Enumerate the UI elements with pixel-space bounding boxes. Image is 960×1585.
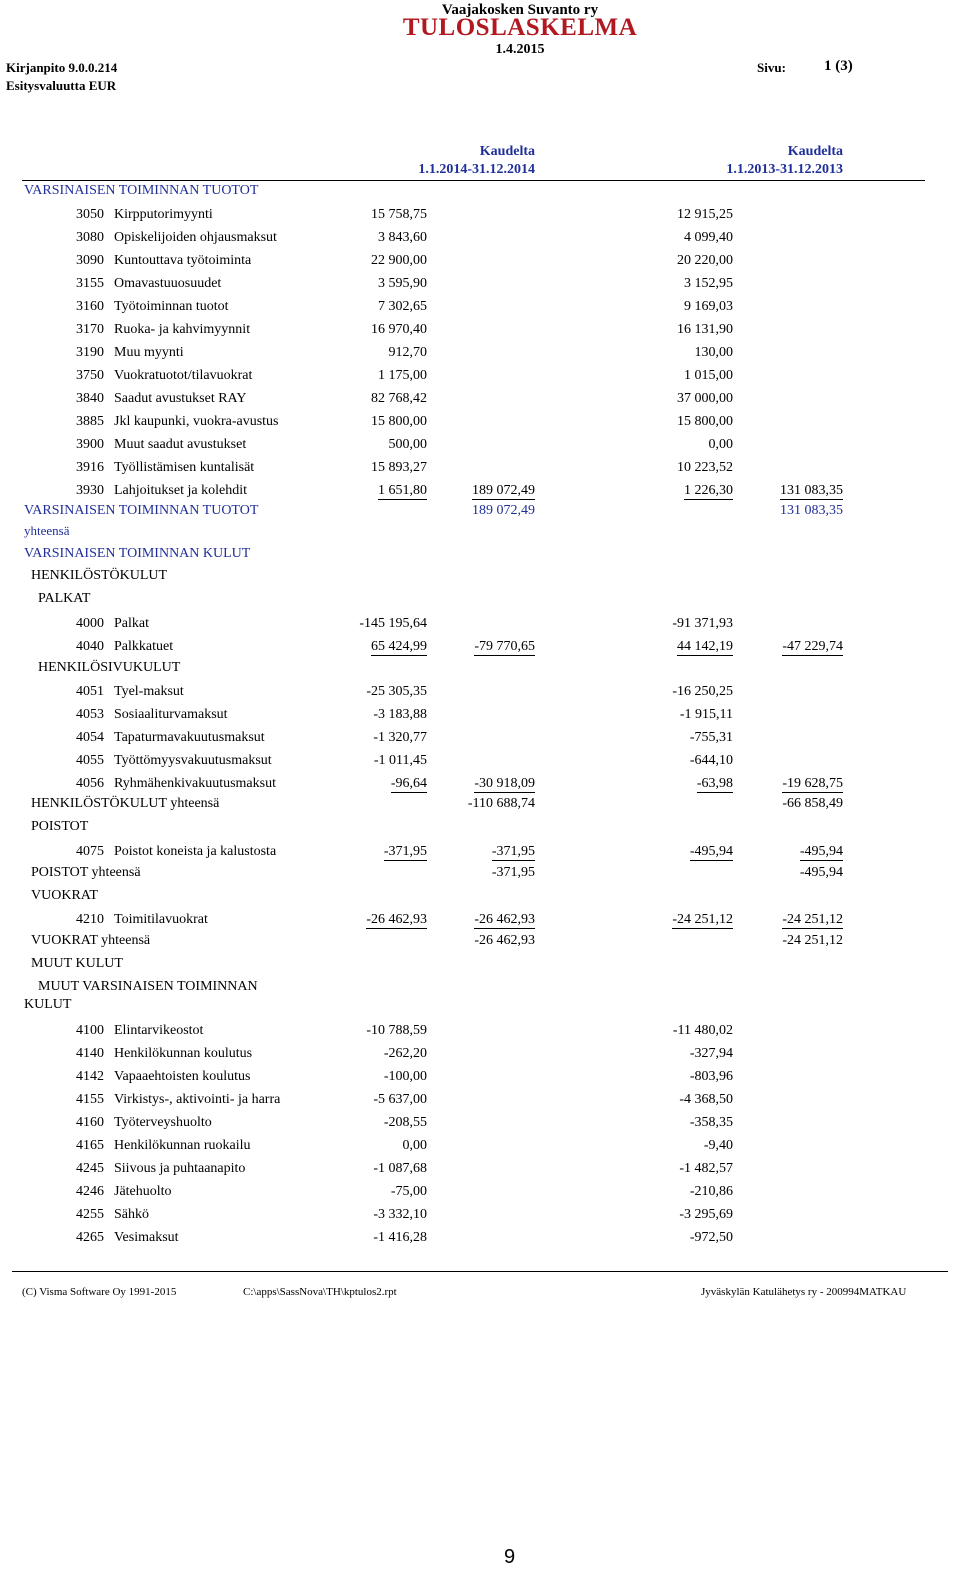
expense-heading: VARSINAISEN TOIMINNAN KULUT xyxy=(24,546,251,561)
previous-amount: 1 226,30 xyxy=(684,483,733,498)
current-amount: -1 416,28 xyxy=(373,1230,427,1245)
col-current-label: Kaudelta xyxy=(479,144,535,159)
page-label: Sivu: xyxy=(757,60,786,75)
previous-amount: 1 015,00 xyxy=(684,368,733,383)
current-amount: -262,20 xyxy=(383,1046,427,1061)
table-row xyxy=(0,704,960,726)
side-costs-heading: HENKILÖSIVUKULUT xyxy=(38,660,181,675)
table-row xyxy=(0,1204,960,1226)
account-code: 3160 xyxy=(76,299,104,314)
account-code: 3885 xyxy=(76,414,104,429)
current-amount: 1 651,80 xyxy=(378,483,427,498)
current-amount: -10 788,59 xyxy=(366,1023,427,1038)
col-current-period: 1.1.2014-31.12.2014 xyxy=(418,162,535,177)
current-amount: 3 595,90 xyxy=(378,276,427,291)
current-amount: 0,00 xyxy=(402,1138,427,1153)
current-amount: -1 011,45 xyxy=(373,753,427,768)
current-amount: 15 893,27 xyxy=(371,460,427,475)
account-name: Siivous ja puhtaanapito xyxy=(114,1161,246,1176)
account-code: 4245 xyxy=(76,1161,104,1176)
table-row xyxy=(0,411,960,433)
table-row xyxy=(0,1089,960,1111)
previous-subtotal: -19 628,75 xyxy=(782,776,843,791)
account-name: Poistot koneista ja kalustosta xyxy=(114,844,277,859)
income-total-label: VARSINAISEN TOIMINNAN TUOTOT xyxy=(24,503,259,518)
page-number: 9 xyxy=(504,1546,516,1568)
previous-amount: -3 295,69 xyxy=(679,1207,733,1222)
current-amount: 7 302,65 xyxy=(378,299,427,314)
income-heading: VARSINAISEN TOIMINNAN TUOTOT xyxy=(24,183,259,198)
table-row xyxy=(0,388,960,410)
current-amount: 1 175,00 xyxy=(378,368,427,383)
table-row xyxy=(0,1020,960,1042)
table-row xyxy=(0,457,960,479)
current-amount: 65 424,99 xyxy=(371,639,427,654)
account-name: Jkl kaupunki, vuokra-avustus xyxy=(114,414,279,429)
previous-amount: 130,00 xyxy=(694,345,733,360)
account-code: 4142 xyxy=(76,1069,104,1084)
current-amount: -145 195,64 xyxy=(359,616,427,631)
current-subtotal: -79 770,65 xyxy=(474,639,535,654)
report-title: TULOSLASKELMA xyxy=(402,14,638,41)
previous-amount: 9 169,03 xyxy=(684,299,733,314)
previous-amount: -4 368,50 xyxy=(679,1092,733,1107)
account-code: 4165 xyxy=(76,1138,104,1153)
account-code: 4054 xyxy=(76,730,104,745)
table-row xyxy=(0,250,960,272)
account-code: 3170 xyxy=(76,322,104,337)
table-row xyxy=(0,1158,960,1180)
account-code: 4255 xyxy=(76,1207,104,1222)
previous-amount: -24 251,12 xyxy=(672,912,733,927)
previous-amount: -63,98 xyxy=(696,776,733,791)
current-amount: -96,64 xyxy=(390,776,427,791)
page-value: 1 (3) xyxy=(824,58,853,74)
account-code: 4100 xyxy=(76,1023,104,1038)
account-code: 4246 xyxy=(76,1184,104,1199)
account-code: 4000 xyxy=(76,616,104,631)
account-name: Muu myynti xyxy=(114,345,184,360)
table-row xyxy=(0,681,960,703)
current-amount: 3 843,60 xyxy=(378,230,427,245)
account-name: Kuntouttava työtoiminta xyxy=(114,253,252,268)
table-row xyxy=(0,636,960,658)
rent-total-current: -26 462,93 xyxy=(474,933,535,948)
previous-amount: -1 482,57 xyxy=(679,1161,733,1176)
report-date: 1.4.2015 xyxy=(495,42,545,57)
account-name: Työttömyysvakuutusmaksut xyxy=(114,753,272,768)
col-current-header xyxy=(418,143,535,179)
account-code: 4055 xyxy=(76,753,104,768)
account-name: Työterveyshuolto xyxy=(114,1115,212,1130)
previous-amount: -91 371,93 xyxy=(672,616,733,631)
previous-amount: 37 000,00 xyxy=(677,391,733,406)
previous-subtotal: -24 251,12 xyxy=(782,912,843,927)
table-row xyxy=(0,273,960,295)
header-divider xyxy=(22,180,925,181)
current-amount: -75,00 xyxy=(390,1184,427,1199)
account-name: Toimitilavuokrat xyxy=(114,912,208,927)
current-subtotal: -30 918,09 xyxy=(474,776,535,791)
other-sub-heading-2: KULUT xyxy=(24,997,72,1012)
current-amount: 500,00 xyxy=(388,437,427,452)
table-row xyxy=(0,319,960,341)
account-name: Henkilökunnan ruokailu xyxy=(114,1138,251,1153)
previous-amount: 20 220,00 xyxy=(677,253,733,268)
table-row xyxy=(0,204,960,226)
account-name: Sähkö xyxy=(114,1207,149,1222)
previous-amount: -755,31 xyxy=(689,730,733,745)
account-code: 3930 xyxy=(76,483,104,498)
account-name: Lahjoitukset ja kolehdit xyxy=(114,483,247,498)
account-code: 3050 xyxy=(76,207,104,222)
current-amount: -1 087,68 xyxy=(373,1161,427,1176)
table-row xyxy=(0,750,960,772)
depreciation-total-current: -371,95 xyxy=(491,865,535,880)
current-amount: 15 758,75 xyxy=(371,207,427,222)
account-code: 4075 xyxy=(76,844,104,859)
table-row xyxy=(0,480,960,502)
current-amount: -371,95 xyxy=(383,844,427,859)
previous-subtotal: -47 229,74 xyxy=(782,639,843,654)
account-code: 4053 xyxy=(76,707,104,722)
account-name: Jätehuolto xyxy=(114,1184,172,1199)
previous-amount: -210,86 xyxy=(689,1184,733,1199)
account-name: Tyel-maksut xyxy=(114,684,184,699)
table-row xyxy=(0,1043,960,1065)
account-name: Tapaturmavakuutusmaksut xyxy=(114,730,265,745)
rent-heading: VUOKRAT xyxy=(31,888,98,903)
rent-total-label: VUOKRAT yhteensä xyxy=(31,933,151,948)
account-name: Vapaaehtoisten koulutus xyxy=(114,1069,251,1084)
previous-amount: -9,40 xyxy=(703,1138,733,1153)
account-code: 3840 xyxy=(76,391,104,406)
account-code: 4210 xyxy=(76,912,104,927)
current-amount: 16 970,40 xyxy=(371,322,427,337)
table-row xyxy=(0,1066,960,1088)
account-code: 3190 xyxy=(76,345,104,360)
current-subtotal: -26 462,93 xyxy=(474,912,535,927)
table-row xyxy=(0,773,960,795)
previous-amount: -16 250,25 xyxy=(672,684,733,699)
depreciation-total-label: POISTOT yhteensä xyxy=(31,865,141,880)
account-name: Ryhmähenkivakuutusmaksut xyxy=(114,776,276,791)
col-previous-label: Kaudelta xyxy=(787,144,843,159)
previous-amount: -327,94 xyxy=(689,1046,733,1061)
table-row xyxy=(0,342,960,364)
personnel-total-current: -110 688,74 xyxy=(467,796,535,811)
account-name: Ruoka- ja kahvimyynnit xyxy=(114,322,251,337)
table-row xyxy=(0,434,960,456)
previous-amount: 4 099,40 xyxy=(684,230,733,245)
account-code: 3080 xyxy=(76,230,104,245)
current-amount: -208,55 xyxy=(383,1115,427,1130)
account-code: 4051 xyxy=(76,684,104,699)
previous-amount: -358,35 xyxy=(689,1115,733,1130)
table-row xyxy=(0,1227,960,1249)
account-name: Palkat xyxy=(114,616,149,631)
depreciation-total-previous: -495,94 xyxy=(799,865,843,880)
footer-divider xyxy=(12,1271,948,1272)
table-row xyxy=(0,613,960,635)
previous-amount: -495,94 xyxy=(689,844,733,859)
account-name: Palkkatuet xyxy=(114,639,174,654)
currency-label: Esitysvaluutta EUR xyxy=(6,78,117,93)
account-name: Kirpputorimyynti xyxy=(114,207,213,222)
previous-amount: -11 480,02 xyxy=(672,1023,733,1038)
account-name: Sosiaaliturvamaksut xyxy=(114,707,228,722)
income-total-previous: 131 083,35 xyxy=(780,503,843,518)
table-row xyxy=(0,227,960,249)
footer-copyright: (C) Visma Software Oy 1991-2015 xyxy=(22,1286,177,1298)
current-amount: -26 462,93 xyxy=(366,912,427,927)
footer-path: C:\apps\SassNova\TH\kptulos2.rpt xyxy=(243,1286,397,1298)
account-name: Elintarvikeostot xyxy=(114,1023,204,1038)
income-total-current: 189 072,49 xyxy=(472,503,535,518)
footer-client: Jyväskylän Katulähetys ry - 200994MATKAU xyxy=(701,1286,907,1298)
other-costs-heading: MUUT KULUT xyxy=(31,956,123,971)
account-code: 3750 xyxy=(76,368,104,383)
current-amount: 912,70 xyxy=(388,345,427,360)
account-name: Työllistämisen kuntalisät xyxy=(114,460,255,475)
col-previous-header xyxy=(726,143,843,179)
personnel-total-previous: -66 858,49 xyxy=(782,796,843,811)
current-amount: -25 305,35 xyxy=(366,684,427,699)
income-total-label-2: yhteensä xyxy=(24,523,70,538)
previous-amount: 10 223,52 xyxy=(677,460,733,475)
account-name: Saadut avustukset RAY xyxy=(114,391,247,406)
account-code: 4056 xyxy=(76,776,104,791)
previous-amount: 3 152,95 xyxy=(684,276,733,291)
personnel-heading: HENKILÖSTÖKULUT xyxy=(31,568,168,583)
previous-amount: -644,10 xyxy=(689,753,733,768)
table-row xyxy=(0,841,960,863)
account-name: Työtoiminnan tuotot xyxy=(114,299,229,314)
current-amount: -3 183,88 xyxy=(373,707,427,722)
account-code: 3900 xyxy=(76,437,104,452)
previous-amount: 15 800,00 xyxy=(677,414,733,429)
current-amount: 22 900,00 xyxy=(371,253,427,268)
rent-total-previous: -24 251,12 xyxy=(782,933,843,948)
current-amount: 15 800,00 xyxy=(371,414,427,429)
account-code: 4155 xyxy=(76,1092,104,1107)
account-code: 4140 xyxy=(76,1046,104,1061)
depreciation-heading: POISTOT xyxy=(31,819,89,834)
account-name: Henkilökunnan koulutus xyxy=(114,1046,253,1061)
table-row xyxy=(0,727,960,749)
table-row xyxy=(0,1181,960,1203)
account-code: 4160 xyxy=(76,1115,104,1130)
personnel-total-label: HENKILÖSTÖKULUT yhteensä xyxy=(31,796,220,811)
current-amount: -3 332,10 xyxy=(373,1207,427,1222)
account-name: Vesimaksut xyxy=(114,1230,179,1245)
organization-name: Vaajakosken Suvanto ry xyxy=(441,2,599,18)
previous-amount: 16 131,90 xyxy=(677,322,733,337)
account-name: Muut saadut avustukset xyxy=(114,437,247,452)
previous-amount: -803,96 xyxy=(689,1069,733,1084)
current-amount: -1 320,77 xyxy=(373,730,427,745)
account-name: Opiskelijoiden ohjausmaksut xyxy=(114,230,277,245)
previous-amount: 12 915,25 xyxy=(677,207,733,222)
previous-amount: 0,00 xyxy=(708,437,733,452)
table-row xyxy=(0,909,960,931)
account-code: 3090 xyxy=(76,253,104,268)
previous-amount: 44 142,19 xyxy=(677,639,733,654)
table-row xyxy=(0,1112,960,1134)
table-row xyxy=(0,1135,960,1157)
account-name: Omavastuuosuudet xyxy=(114,276,222,291)
salaries-heading: PALKAT xyxy=(38,591,91,606)
account-name: Virkistys-, aktivointi- ja harra xyxy=(114,1092,281,1107)
account-code: 4040 xyxy=(76,639,104,654)
table-row xyxy=(0,365,960,387)
account-code: 3916 xyxy=(76,460,104,475)
account-code: 3155 xyxy=(76,276,104,291)
current-amount: -5 637,00 xyxy=(373,1092,427,1107)
account-name: Vuokratuotot/tilavuokrat xyxy=(114,368,253,383)
current-amount: -100,00 xyxy=(383,1069,427,1084)
other-sub-heading: MUUT VARSINAISEN TOIMINNAN xyxy=(38,979,258,994)
current-amount: 82 768,42 xyxy=(371,391,427,406)
table-row xyxy=(0,296,960,318)
current-subtotal: -371,95 xyxy=(491,844,535,859)
previous-subtotal: -495,94 xyxy=(799,844,843,859)
account-code: 4265 xyxy=(76,1230,104,1245)
previous-amount: -972,50 xyxy=(689,1230,733,1245)
previous-subtotal: 131 083,35 xyxy=(780,483,843,498)
col-previous-period: 1.1.2013-31.12.2013 xyxy=(726,162,843,177)
program-version: Kirjanpito 9.0.0.214 xyxy=(6,60,118,75)
current-subtotal: 189 072,49 xyxy=(472,483,535,498)
previous-amount: -1 915,11 xyxy=(679,707,733,722)
